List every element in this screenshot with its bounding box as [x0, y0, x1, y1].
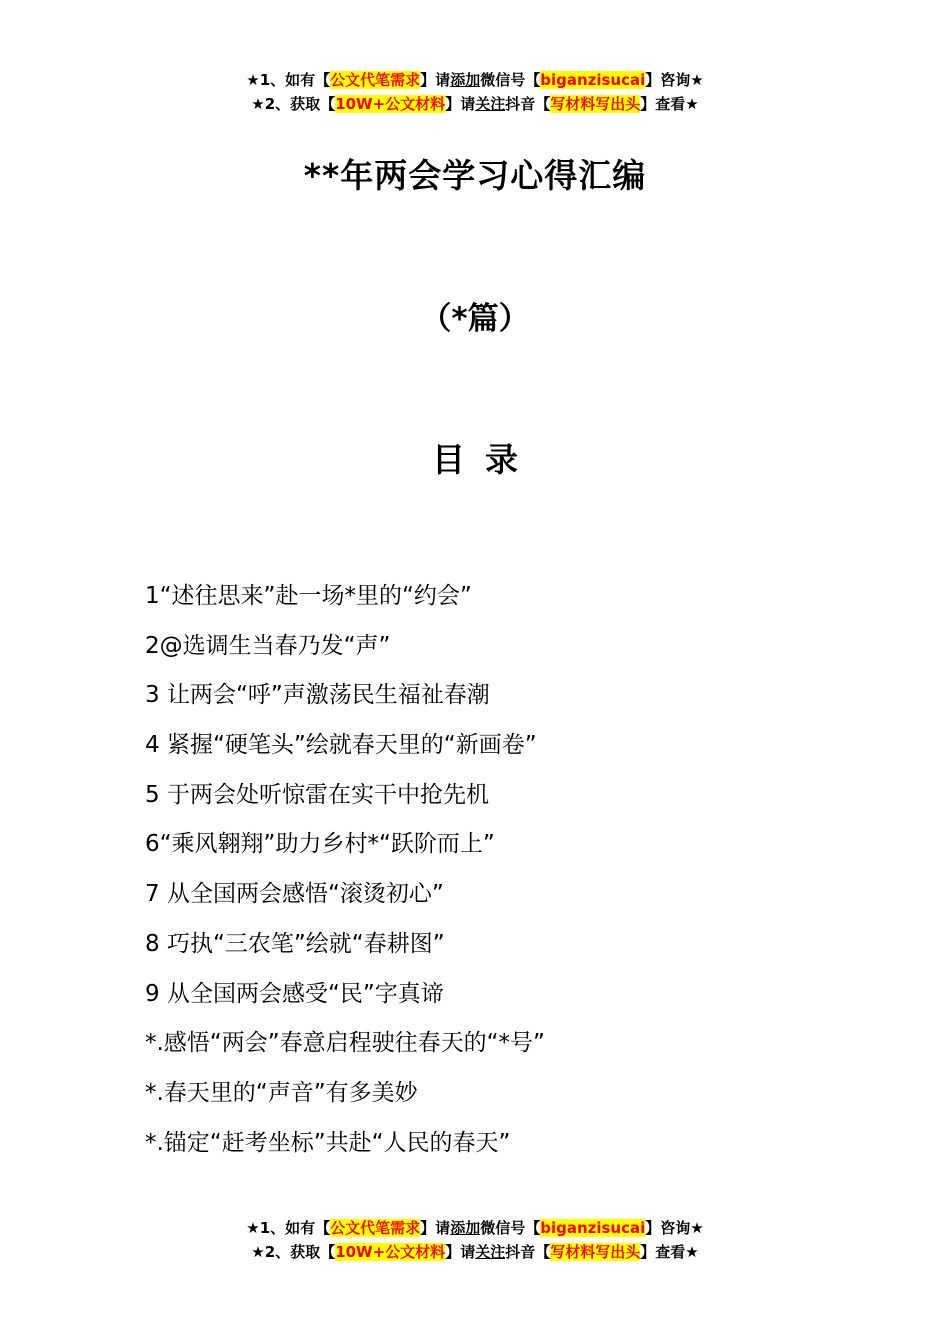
footer-banner — [0, 1216, 950, 1264]
toc-item: 1“述往思来”赴一场*里的“约会” — [145, 583, 472, 609]
toc-item: 8 巧执“三农笔”绘就“春耕图” — [145, 930, 445, 957]
service-highlight: 公文代笔需求 — [330, 1219, 421, 1237]
material-highlight: 10W+公文材料 — [335, 95, 446, 113]
toc-item: 6“乘风翱翔”助力乡村*“跃阶而上” — [145, 831, 495, 858]
banner-line-2: ★2、获取【10W+公文材料】请关注抖音【写材料写出头】查看★ — [251, 95, 699, 113]
toc-item: 2@选调生当春乃发“声” — [145, 632, 391, 659]
document-title: **年两会学习心得汇编 — [303, 156, 647, 195]
douyin-account: 写材料写出头 — [550, 1243, 641, 1261]
table-of-contents — [145, 576, 845, 1172]
banner-line-1: ★1、如有【公文代笔需求】请添加微信号【biganzisucai】咨询★ — [246, 71, 704, 89]
toc-item: 5 于两会处听惊雷在实干中抢先机 — [145, 781, 489, 808]
banner-line-2: ★2、获取【10W+公文材料】请关注抖音【写材料写出头】查看★ — [251, 1243, 699, 1261]
toc-item: 9 从全国两会感受“民”字真谛 — [145, 980, 444, 1007]
material-highlight: 10W+公文材料 — [335, 1243, 446, 1261]
douyin-account: 写材料写出头 — [550, 95, 641, 113]
toc-item: 7 从全国两会感悟“滚烫初心” — [145, 881, 444, 908]
header-banner — [0, 68, 950, 116]
toc-item: *.春天里的“声音”有多美妙 — [145, 1079, 418, 1106]
banner-line-1: ★1、如有【公文代笔需求】请添加微信号【biganzisucai】咨询★ — [246, 1219, 704, 1237]
wechat-id: biganzisucai — [540, 1219, 646, 1237]
service-highlight: 公文代笔需求 — [330, 71, 421, 89]
toc-item: *.感悟“两会”春意启程驶往春天的“*号” — [145, 1030, 545, 1057]
wechat-id: biganzisucai — [540, 71, 646, 89]
document-subtitle: （*篇） — [420, 301, 530, 337]
toc-heading: 目录 — [432, 440, 538, 479]
toc-item: *.锚定“赶考坐标”共赴“人民的春天” — [145, 1129, 511, 1156]
toc-item: 4 紧握“硬笔头”绘就春天里的“新画卷” — [145, 732, 537, 759]
toc-item: 3 让两会“呼”声激荡民生福祉春潮 — [145, 682, 490, 709]
